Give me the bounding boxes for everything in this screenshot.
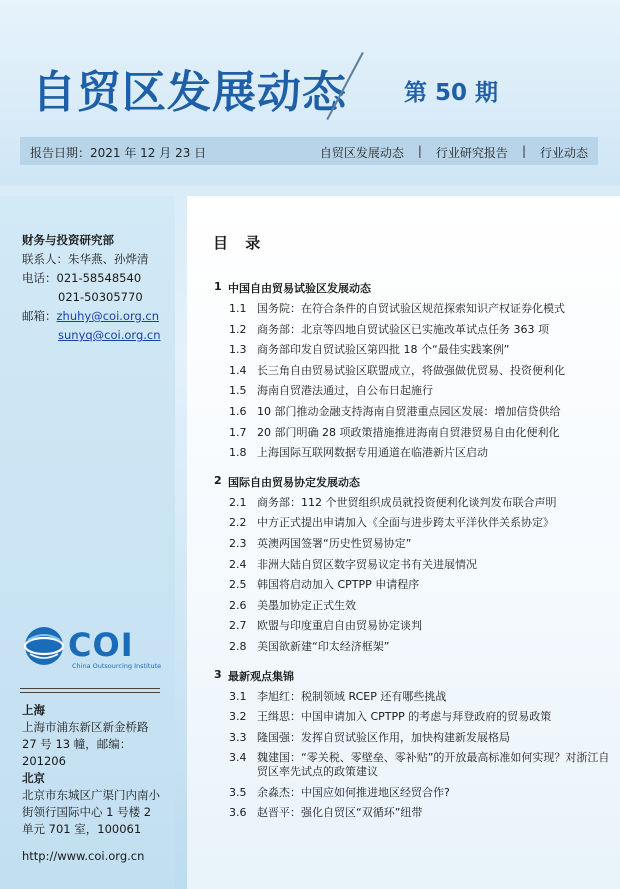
toc-item[interactable] (214, 426, 614, 440)
department-name: 财务与投资研究部 (22, 233, 114, 247)
toc-item-text: 余淼杰：中国应如何推进地区经贸合作? (257, 785, 450, 799)
toc-item[interactable] (214, 640, 614, 654)
section-title: 中国自由贸易试验区发展动态 (228, 282, 371, 295)
toc-item-text: 隆国强：发挥自贸试验区作用，加快构建新发展格局 (257, 730, 510, 744)
nav-separator: | (417, 144, 422, 158)
toc-item[interactable] (214, 786, 614, 800)
toc-item[interactable] (214, 537, 614, 551)
shanghai-label: 上海 (22, 703, 45, 717)
toc-item[interactable] (214, 578, 614, 592)
toc-item-text: 长三角自由贸易试验区联盟成立，将做强做优贸易、投资便利化 (257, 363, 565, 377)
nav-link-industry-report[interactable]: 行业研究报告 (435, 146, 508, 160)
globe-icon (22, 624, 66, 668)
nav-links (320, 144, 588, 161)
toc-item[interactable] (214, 710, 614, 724)
toc-section-heading[interactable] (214, 474, 614, 490)
toc-item[interactable] (214, 446, 614, 460)
toc-item[interactable] (214, 619, 614, 633)
sidebar (0, 196, 175, 889)
toc-item[interactable] (214, 751, 614, 779)
nav-separator: | (521, 144, 526, 158)
email-row (22, 307, 161, 326)
beijing-address: 北京市东城区广渠门内南小街领行国际中心 1 号楼 2 单元 701 室，100061 (22, 788, 160, 836)
toc-item-text: 美国欲新建“印太经济框架” (257, 639, 390, 653)
toc-item[interactable] (214, 364, 614, 378)
email-link-2[interactable]: sunyq@coi.org.cn (58, 328, 161, 342)
toc-item-number: 3.6 (229, 806, 247, 820)
toc-item[interactable] (214, 558, 614, 572)
email-row-2 (22, 326, 161, 345)
toc-item-number: 2.7 (229, 619, 247, 633)
toc-item-number: 2.8 (229, 639, 247, 653)
sidebar-divider (20, 692, 160, 693)
logo-subtitle: China Outsourcing Institute (72, 662, 162, 670)
contact-block (22, 250, 161, 345)
toc-item-text: 英澳两国签署“历史性贸易协定” (257, 536, 412, 550)
toc-item-text: 赵晋平：强化自贸区“双循环”纽带 (257, 806, 423, 820)
sidebar-divider (20, 688, 160, 689)
toc-item-number: 3.4 (229, 751, 247, 765)
contact-person: 联系人：朱华燕、孙烨清 (22, 252, 149, 266)
toc-item-text: 欧盟与印度重启自由贸易协定谈判 (257, 619, 422, 633)
toc-item-number: 2.6 (229, 598, 247, 612)
toc-item-number: 1.7 (229, 425, 247, 439)
toc-item[interactable] (214, 599, 614, 613)
toc-item-number: 2.4 (229, 557, 247, 571)
logo-text: COI (68, 626, 134, 664)
nav-link-industry-news[interactable]: 行业动态 (539, 146, 588, 160)
section-number: 3 (214, 667, 222, 681)
shanghai-address: 上海市浦东新区新金桥路 27 号 13 幢，邮编：201206 (22, 720, 149, 768)
nav-link-ftz-news[interactable]: 自贸区发展动态 (319, 146, 404, 160)
toc-item-text: 海南自贸港法通过，自公布日起施行 (257, 384, 433, 398)
coi-logo (22, 624, 162, 672)
toc-item[interactable] (214, 731, 614, 745)
toc-section-heading[interactable] (214, 668, 614, 684)
report-title: 自贸区发展动态 (32, 67, 347, 118)
toc-item-number: 3.1 (229, 689, 247, 703)
toc-item-number: 3.2 (229, 710, 247, 724)
toc-item[interactable] (214, 516, 614, 530)
toc-item[interactable] (214, 496, 614, 510)
phone-1: 电话：021-58548540 (22, 271, 142, 285)
toc-item-text: 魏建国：“零关税、零壁垒、零补贴”的开放最高标准如何实现？对浙江自贸区率先试点的政策建议 (257, 751, 610, 779)
report-date: 报告日期：2021 年 12 月 23 日 (30, 146, 207, 160)
toc-item-number: 1.5 (229, 384, 247, 398)
report-header (0, 0, 620, 186)
toc-item-text: 上海国际互联网数据专用通道在临港新片区启动 (257, 446, 488, 460)
section-number: 2 (214, 473, 222, 487)
toc-item[interactable] (214, 690, 614, 704)
toc-item-number: 1.8 (229, 446, 247, 460)
toc-item-number: 2.2 (229, 516, 247, 530)
toc-title: 目 录 (213, 234, 267, 252)
toc-item-number: 1.6 (229, 404, 247, 418)
toc-item-number: 3.3 (229, 730, 247, 744)
section-title: 国际自由贸易协定发展动态 (228, 475, 360, 489)
toc-item-number: 2.1 (229, 495, 247, 509)
toc-item[interactable] (214, 323, 614, 337)
issue-number: 第 50 期 (404, 80, 499, 106)
toc-item-text: 商务部印发自贸试验区第四批 18 个“最佳实践案例” (257, 343, 510, 357)
toc-item[interactable] (214, 343, 614, 357)
toc-item-text: 20 部门明确 28 项政策措施推进海南自贸港贸易自由化便利化 (257, 425, 560, 439)
website-link[interactable]: http://www.coi.org.cn (22, 849, 145, 863)
table-of-contents (214, 280, 614, 827)
toc-item-number: 1.4 (229, 363, 247, 377)
main-content (187, 196, 620, 889)
toc-item-number: 1.2 (229, 322, 247, 336)
section-number: 1 (214, 280, 222, 293)
email-label: 邮箱： (22, 309, 57, 323)
beijing-label: 北京 (22, 771, 45, 785)
toc-item-number: 1.1 (229, 302, 247, 315)
toc-item-text: 10 部门推动金融支持海南自贸港重点园区发展：增加信贷供给 (257, 404, 561, 418)
toc-item-text: 李旭红：税制领域 RCEP 还有哪些挑战 (257, 689, 447, 703)
info-bar (20, 137, 598, 165)
toc-section-heading[interactable] (214, 280, 614, 296)
toc-item-text: 国务院：在符合条件的自贸试验区规范探索知识产权证券化模式 (257, 302, 565, 315)
toc-item[interactable] (214, 384, 614, 398)
toc-item-text: 商务部：112 个世贸组织成员就投资便利化谈判发布联合声明 (257, 495, 557, 509)
toc-item-number: 3.5 (229, 785, 247, 799)
toc-item-text: 美墨加协定正式生效 (257, 598, 356, 612)
toc-item-number: 2.5 (229, 578, 247, 592)
phone-2: 021-50305770 (58, 290, 143, 304)
section-title: 最新观点集锦 (228, 669, 294, 683)
toc-item[interactable] (214, 302, 614, 316)
toc-item-text: 商务部：北京等四地自贸试验区已实施改革试点任务 363 项 (257, 322, 549, 336)
toc-item[interactable] (214, 806, 614, 820)
toc-item[interactable] (214, 405, 614, 419)
toc-item-number: 1.3 (229, 343, 247, 357)
toc-item-number: 2.3 (229, 536, 247, 550)
email-link-1[interactable]: zhuhy@coi.org.cn (56, 309, 160, 323)
toc-item-text: 中方正式提出申请加入《全面与进步跨太平洋伙伴关系协定》 (257, 516, 554, 530)
toc-item-text: 王缉思：中国申请加入 CPTPP 的考虑与拜登政府的贸易政策 (257, 710, 552, 724)
toc-item-text: 韩国将启动加入 CPTPP 申请程序 (257, 578, 420, 592)
toc-item-text: 非洲大陆自贸区数字贸易议定书有关进展情况 (257, 557, 477, 571)
